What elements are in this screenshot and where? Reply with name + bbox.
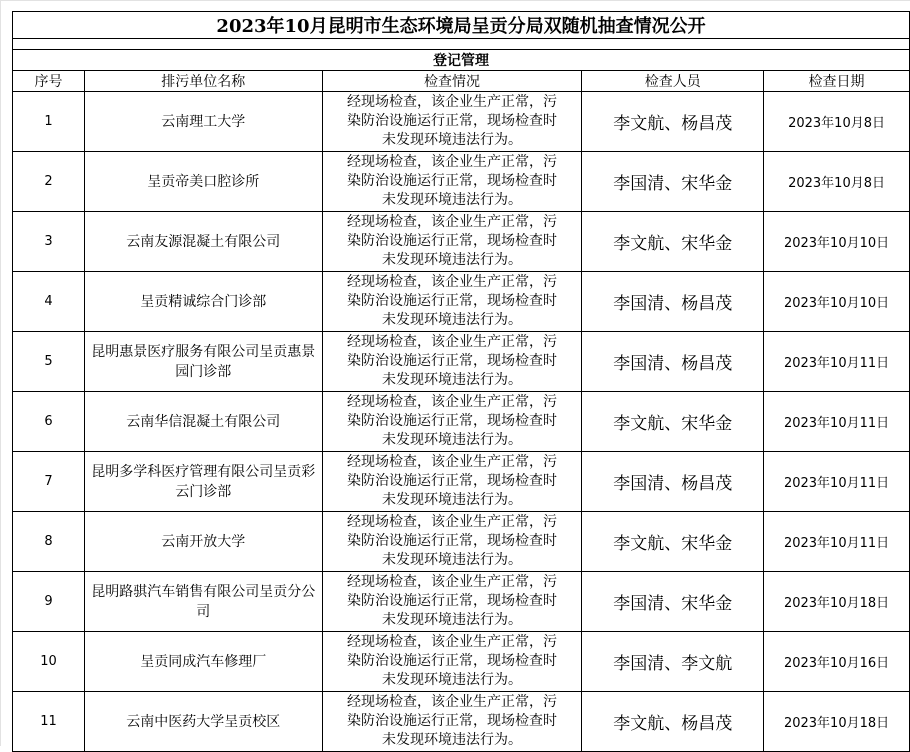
cell-unit-name[interactable]: 呈贡精诚综合门诊部 bbox=[84, 272, 322, 332]
cell-unit-name[interactable]: 云南开放大学 bbox=[84, 512, 322, 572]
detail-line: 未发现环境违法行为。 bbox=[381, 192, 522, 208]
cell-inspectors[interactable]: 李文航、杨昌茂 bbox=[582, 92, 764, 152]
detail-line: 经现场检查，该企业生产正常，污 bbox=[346, 574, 557, 590]
table-row bbox=[13, 632, 910, 692]
table-row bbox=[13, 392, 910, 452]
detail-line: 经现场检查，该企业生产正常，污 bbox=[346, 214, 557, 230]
cell-date[interactable]: 2023年10月11日 bbox=[764, 512, 910, 572]
detail-line: 染防治设施运行正常，现场检查时 bbox=[346, 113, 557, 129]
cell-detail[interactable] bbox=[322, 212, 582, 272]
cell-index[interactable]: 8 bbox=[13, 512, 85, 572]
table-row bbox=[13, 152, 910, 212]
detail-line: 经现场检查，该企业生产正常，污 bbox=[346, 634, 557, 650]
cell-date[interactable]: 2023年10月10日 bbox=[764, 272, 910, 332]
cell-date[interactable]: 2023年10月11日 bbox=[764, 392, 910, 452]
detail-line: 染防治设施运行正常，现场检查时 bbox=[346, 593, 557, 609]
cell-unit-name[interactable]: 昆明多学科医疗管理有限公司呈贡彩云门诊部 bbox=[84, 452, 322, 512]
cell-index[interactable]: 2 bbox=[13, 152, 85, 212]
sheet-title[interactable]: 2023年10月昆明市生态环境局呈贡分局双随机抽查情况公开 bbox=[13, 12, 910, 39]
grid-line bbox=[0, 0, 910, 1]
cell-unit-name[interactable]: 云南理工大学 bbox=[84, 92, 322, 152]
detail-line: 染防治设施运行正常，现场检查时 bbox=[346, 473, 557, 489]
table-row bbox=[13, 572, 910, 632]
cell-unit-name[interactable]: 云南华信混凝土有限公司 bbox=[84, 392, 322, 452]
section-heading[interactable]: 登记管理 bbox=[13, 50, 910, 71]
cell-detail[interactable] bbox=[322, 332, 582, 392]
detail-line: 未发现环境违法行为。 bbox=[381, 492, 522, 508]
table-row bbox=[13, 692, 910, 752]
detail-line: 未发现环境违法行为。 bbox=[381, 552, 522, 568]
detail-line: 经现场检查，该企业生产正常，污 bbox=[346, 334, 557, 350]
cell-unit-name[interactable]: 呈贡同成汽车修理厂 bbox=[84, 632, 322, 692]
detail-line: 未发现环境违法行为。 bbox=[381, 372, 522, 388]
column-header-people[interactable]: 检查人员 bbox=[582, 71, 764, 92]
cell-unit-name[interactable]: 昆明惠景医疗服务有限公司呈贡惠景园门诊部 bbox=[84, 332, 322, 392]
cell-detail[interactable] bbox=[322, 392, 582, 452]
detail-line: 经现场检查，该企业生产正常，污 bbox=[346, 514, 557, 530]
table-row bbox=[13, 272, 910, 332]
detail-line: 未发现环境违法行为。 bbox=[381, 312, 522, 328]
detail-line: 未发现环境违法行为。 bbox=[381, 432, 522, 448]
table-row bbox=[13, 212, 910, 272]
detail-line: 未发现环境违法行为。 bbox=[381, 252, 522, 268]
detail-line: 染防治设施运行正常，现场检查时 bbox=[346, 173, 557, 189]
detail-line: 经现场检查，该企业生产正常，污 bbox=[346, 694, 557, 710]
empty-row[interactable] bbox=[13, 39, 910, 50]
cell-inspectors[interactable]: 李文航、杨昌茂 bbox=[582, 692, 764, 752]
detail-line: 经现场检查，该企业生产正常，污 bbox=[346, 274, 557, 290]
cell-inspectors[interactable]: 李文航、宋华金 bbox=[582, 212, 764, 272]
cell-inspectors[interactable]: 李国清、宋华金 bbox=[582, 152, 764, 212]
detail-line: 染防治设施运行正常，现场检查时 bbox=[346, 353, 557, 369]
cell-unit-name[interactable]: 呈贡帝美口腔诊所 bbox=[84, 152, 322, 212]
detail-line: 染防治设施运行正常，现场检查时 bbox=[346, 533, 557, 549]
detail-line: 经现场检查，该企业生产正常，污 bbox=[346, 454, 557, 470]
detail-line: 经现场检查，该企业生产正常，污 bbox=[346, 154, 557, 170]
cell-unit-name[interactable]: 云南中医药大学呈贡校区 bbox=[84, 692, 322, 752]
cell-detail[interactable] bbox=[322, 92, 582, 152]
cell-inspectors[interactable]: 李国清、宋华金 bbox=[582, 572, 764, 632]
cell-index[interactable]: 11 bbox=[13, 692, 85, 752]
cell-index[interactable]: 1 bbox=[13, 92, 85, 152]
cell-inspectors[interactable]: 李国清、杨昌茂 bbox=[582, 452, 764, 512]
cell-index[interactable]: 9 bbox=[13, 572, 85, 632]
cell-inspectors[interactable]: 李国清、杨昌茂 bbox=[582, 272, 764, 332]
cell-unit-name[interactable]: 昆明路骐汽车销售有限公司呈贡分公司 bbox=[84, 572, 322, 632]
detail-line: 未发现环境违法行为。 bbox=[381, 732, 522, 748]
cell-inspectors[interactable]: 李国清、杨昌茂 bbox=[582, 332, 764, 392]
cell-index[interactable]: 10 bbox=[13, 632, 85, 692]
cell-date[interactable]: 2023年10月18日 bbox=[764, 572, 910, 632]
column-header-index[interactable]: 序号 bbox=[13, 71, 85, 92]
detail-line: 未发现环境违法行为。 bbox=[381, 672, 522, 688]
cell-unit-name[interactable]: 云南友源混凝土有限公司 bbox=[84, 212, 322, 272]
grid-line bbox=[0, 0, 1, 746]
detail-line: 染防治设施运行正常，现场检查时 bbox=[346, 653, 557, 669]
cell-date[interactable]: 2023年10月18日 bbox=[764, 692, 910, 752]
cell-detail[interactable] bbox=[322, 512, 582, 572]
cell-index[interactable]: 7 bbox=[13, 452, 85, 512]
detail-line: 未发现环境违法行为。 bbox=[381, 612, 522, 628]
column-header-detail[interactable]: 检查情况 bbox=[322, 71, 582, 92]
cell-detail[interactable] bbox=[322, 572, 582, 632]
cell-date[interactable]: 2023年10月10日 bbox=[764, 212, 910, 272]
detail-line: 染防治设施运行正常，现场检查时 bbox=[346, 413, 557, 429]
cell-detail[interactable] bbox=[322, 452, 582, 512]
table-row bbox=[13, 332, 910, 392]
cell-index[interactable]: 5 bbox=[13, 332, 85, 392]
cell-inspectors[interactable]: 李文航、宋华金 bbox=[582, 392, 764, 452]
detail-line: 经现场检查，该企业生产正常，污 bbox=[346, 94, 557, 110]
cell-date[interactable]: 2023年10月11日 bbox=[764, 452, 910, 512]
cell-detail[interactable] bbox=[322, 632, 582, 692]
cell-inspectors[interactable]: 李文航、宋华金 bbox=[582, 512, 764, 572]
cell-inspectors[interactable]: 李国清、李文航 bbox=[582, 632, 764, 692]
cell-detail[interactable] bbox=[322, 272, 582, 332]
detail-line: 染防治设施运行正常，现场检查时 bbox=[346, 293, 557, 309]
cell-index[interactable]: 4 bbox=[13, 272, 85, 332]
cell-date[interactable]: 2023年10月16日 bbox=[764, 632, 910, 692]
cell-index[interactable]: 3 bbox=[13, 212, 85, 272]
cell-index[interactable]: 6 bbox=[13, 392, 85, 452]
inspection-table bbox=[12, 11, 910, 752]
cell-date[interactable]: 2023年10月11日 bbox=[764, 332, 910, 392]
table-row bbox=[13, 452, 910, 512]
table-row bbox=[13, 92, 910, 152]
table-row bbox=[13, 512, 910, 572]
cell-detail[interactable] bbox=[322, 152, 582, 212]
detail-line: 染防治设施运行正常，现场检查时 bbox=[346, 233, 557, 249]
detail-line: 未发现环境违法行为。 bbox=[381, 132, 522, 148]
cell-detail[interactable] bbox=[322, 692, 582, 752]
detail-line: 染防治设施运行正常，现场检查时 bbox=[346, 713, 557, 729]
column-header-unit[interactable]: 排污单位名称 bbox=[84, 71, 322, 92]
cell-date[interactable]: 2023年10月8日 bbox=[764, 92, 910, 152]
cell-date[interactable]: 2023年10月8日 bbox=[764, 152, 910, 212]
detail-line: 经现场检查，该企业生产正常，污 bbox=[346, 394, 557, 410]
column-header-date[interactable]: 检查日期 bbox=[764, 71, 910, 92]
